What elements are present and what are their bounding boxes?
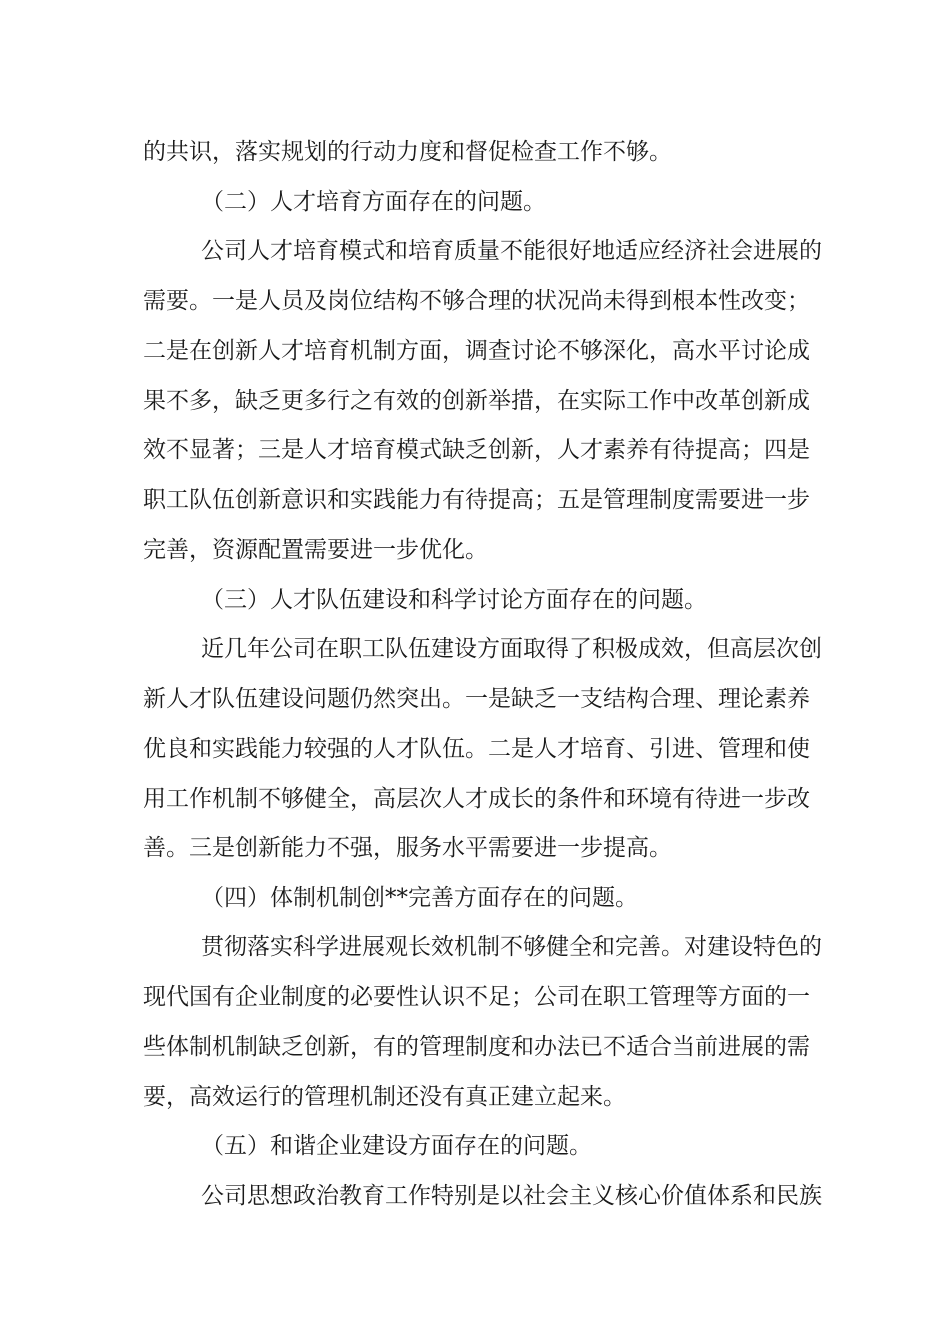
section-heading: （二）人才培育方面存在的问题。: [201, 189, 546, 215]
section-heading: （五）和谐企业建设方面存在的问题。: [201, 1133, 592, 1159]
paragraph-line: 公司思想政治教育工作特别是以社会主义核心价值体系和民族: [201, 1183, 822, 1209]
paragraph-line: 效不显著；三是人才培育模式缺乏创新，人才素养有待提高；四是: [143, 437, 810, 463]
paragraph-line: 现代国有企业制度的必要性认识不足；公司在职工管理等方面的一: [143, 984, 810, 1010]
paragraph-line: 新人才队伍建设问题仍然突出。一是缺乏一支结构合理、理论素养: [143, 686, 810, 712]
paragraph-line: 需要。一是人员及岗位结构不够合理的状况尚未得到根本性改变；: [143, 288, 810, 314]
paragraph-line: 贯彻落实科学进展观长效机制不够健全和完善。对建设特色的: [201, 934, 822, 960]
paragraph-line: 公司人才培育模式和培育质量不能很好地适应经济社会进展的: [201, 238, 822, 264]
paragraph-line: 近几年公司在职工队伍建设方面取得了积极成效，但高层次创: [201, 636, 822, 662]
paragraph-line: 优良和实践能力较强的人才队伍。二是人才培育、引进、管理和使: [143, 736, 810, 762]
paragraph-line: 完善，资源配置需要进一步优化。: [143, 537, 488, 563]
section-heading: （四）体制机制创**完善方面存在的问题。: [201, 885, 638, 911]
paragraph-line: 果不多，缺乏更多行之有效的创新举措，在实际工作中改革创新成: [143, 388, 810, 414]
paragraph-line: 二是在创新人才培育机制方面，调查讨论不够深化，高水平讨论成: [143, 338, 810, 364]
section-heading: （三）人才队伍建设和科学讨论方面存在的问题。: [201, 587, 707, 613]
paragraph-line: 善。三是创新能力不强，服务水平需要进一步提高。: [143, 835, 672, 861]
paragraph-line: 要，高效运行的管理机制还没有真正建立起来。: [143, 1084, 626, 1110]
paragraph-line: 用工作机制不够健全，高层次人才成长的条件和环境有待进一步改: [143, 786, 810, 812]
paragraph-line: 些体制机制缺乏创新，有的管理制度和办法已不适合当前进展的需: [143, 1034, 810, 1060]
paragraph-line: 的共识，落实规划的行动力度和督促检查工作不够。: [143, 139, 672, 165]
paragraph-line: 职工队伍创新意识和实践能力有待提高；五是管理制度需要进一步: [143, 487, 810, 513]
